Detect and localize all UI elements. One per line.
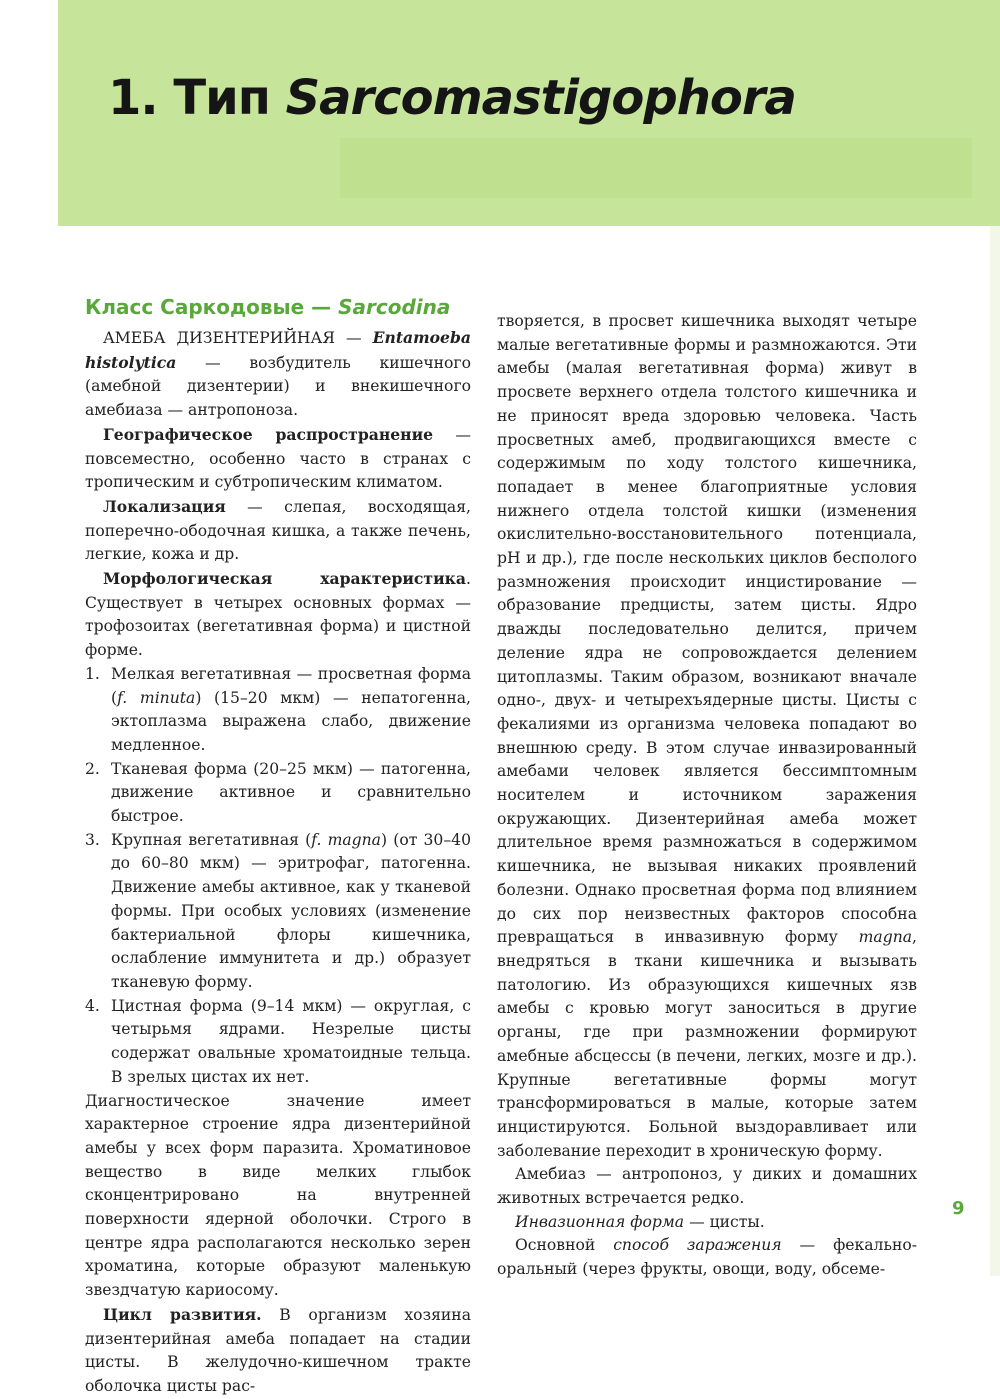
chapter-number: 1. Тип bbox=[108, 70, 286, 126]
list-item-number: 4. bbox=[85, 996, 100, 1015]
list-item-text-end: ) (15–20 мкм) — непатогенна, эктоплазма выражена слабо, движение медленное. bbox=[111, 688, 471, 754]
banner-shade bbox=[340, 138, 972, 198]
list-item-text: Цистная форма (9–14 мкм) — округлая, с четырьмя ядрами. Незрелые цисты содержат овальные хроматоидные тельца. В зрелых цистах их нет. bbox=[111, 996, 471, 1086]
paragraph-diagnostic: Диагностическое значение имеет характерное строение ядра дизентерийной амебы у всех форм паразита. Хроматиновое вещество в виде мелких глыбок сконцентрировано на внутренней поверхности ядерной оболочки. Строго в центре ядра располагаются несколько зерен хроматина, которые образуют маленькую звездчатую кариосому. bbox=[85, 1091, 471, 1300]
list-item bbox=[85, 995, 471, 1090]
paragraph-life-cycle-continued bbox=[497, 310, 917, 1163]
page-edge bbox=[990, 226, 1000, 1276]
chapter-latin-name: Sarcomastigophora bbox=[285, 70, 796, 126]
list-item-latin: f. minuta bbox=[117, 688, 196, 707]
paragraph-infection-route bbox=[497, 1234, 917, 1281]
infection-route-lead: Основной bbox=[515, 1236, 614, 1255]
amoeba-text: — возбудитель кишечного (амебной дизентерии) и внекишечного амебиаза — антропоноза. bbox=[85, 353, 471, 420]
invasive-form-label: Инвазионная форма bbox=[515, 1212, 685, 1231]
paragraph-life-cycle bbox=[85, 1303, 471, 1399]
geography-label: Географическое распространение bbox=[103, 424, 434, 444]
paragraph-geography bbox=[85, 423, 471, 495]
infection-route-label: способ заражения bbox=[613, 1236, 782, 1255]
section-heading bbox=[85, 294, 471, 320]
page-number: 9 bbox=[952, 1198, 965, 1219]
life-cycle-continued-text: творяется, в просвет кишечника выходят четыре малые вегетативные формы и размножаются. Эти амебы (малая вегетативная форма) живут в просвете верхнего отдела толстого кишечника и не приносят вреда здоровью человека. Часть просветных амеб, продвигающихся вместе с содержимым по ходу толстого кишечника, попадает в менее благоприятные условия нижнего отдела толстой кишки (изменения окислительно-восстановительного потенциала, pH и др.), где после нескольких циклов бесполого размножения происходит инцистирование — образование предцисты, затем цисты. Ядро дважды последовательно делится, причем деление ядра не сопровождается делением цитоплазмы. Таким образом, возникают вначале одно-, двух- и четырехъядерные цисты. Цисты с фекалиями из организма человека попадают во внешнюю среду. В этом случае инвазированный амебами человек является бессимптомным носителем и источником заражения окружающих. Дизентерийная амеба может длительное время размножаться в содержимом кишечника, не вызывая никаких проявлений болезни. Однако просветная форма под влиянием до сих пор неизвестных факторов способна превращаться в инвазивную форму bbox=[497, 312, 917, 947]
section-heading-prefix: Класс Саркодовые — bbox=[85, 295, 339, 319]
life-cycle-label: Цикл развития. bbox=[103, 1304, 262, 1324]
invasive-form-text: — цисты. bbox=[684, 1212, 765, 1231]
amoeba-label: АМЕБА ДИЗЕНТЕРИЙНАЯ — bbox=[103, 329, 373, 347]
list-item-number: 1. bbox=[85, 664, 100, 683]
localization-label: Локализация bbox=[103, 496, 226, 516]
amoeba-latin: Entamoeba histolytica bbox=[85, 328, 471, 372]
list-item-text: Тканевая форма (20–25 мкм) — патогенна, движение активное и сравнительно быстрое. bbox=[111, 759, 471, 826]
morphology-label: Морфологическая характеристика bbox=[103, 569, 467, 589]
list-item-number: 2. bbox=[85, 759, 100, 778]
list-item bbox=[85, 829, 471, 995]
list-item-latin: f. magna bbox=[311, 830, 381, 849]
list-item bbox=[85, 663, 471, 758]
life-cycle-text: В организм хозяина дизентерийная амеба попадает на стадии цисты. В желудочно-кишечном тракте оболочка цисты рас- bbox=[85, 1305, 471, 1395]
morphology-text: . Существует в четырех основных формах — трофозоитах (вегетативная форма) и цистной форме. bbox=[85, 570, 471, 660]
chapter-title bbox=[108, 70, 796, 126]
infection-route-text: — фекально-оральный (через фрукты, овощи, воду, обсеме- bbox=[497, 1236, 917, 1279]
forms-list bbox=[85, 663, 471, 1090]
paragraph-morphology bbox=[85, 567, 471, 663]
paragraph-amoeba bbox=[85, 326, 471, 423]
right-column bbox=[497, 310, 917, 1282]
list-item-text-end: ) (от 30–40 до 60–80 мкм) — эритрофаг, патогенна. Движение амебы активное, как у тканевой формы. При особых условиях (изменение бактериальной флоры кишечника, ослабление иммунитета и др.) образует тканевую форму. bbox=[111, 830, 471, 991]
paragraph-invasive-form bbox=[497, 1211, 917, 1235]
list-item-text: Крупная вегетативная ( bbox=[111, 830, 312, 849]
paragraph-localization bbox=[85, 495, 471, 567]
list-item-number: 3. bbox=[85, 830, 100, 849]
paragraph-amoebiasis: Амебиаз — антропоноз, у диких и домашних животных встречается редко. bbox=[497, 1165, 917, 1208]
left-column bbox=[85, 290, 471, 1399]
magna-term: magna bbox=[858, 928, 913, 947]
section-heading-latin: Sarcodina bbox=[338, 295, 451, 319]
geography-text: — повсеместно, особенно часто в странах с тропическим и субтропическим климатом. bbox=[85, 425, 471, 492]
localization-text: — слепая, восходящая, поперечно-ободочная кишка, а также печень, легкие, кожа и др. bbox=[85, 497, 471, 564]
list-item bbox=[85, 758, 471, 829]
list-item-text: Мелкая вегетативная — просветная форма ( bbox=[111, 664, 471, 707]
life-cycle-continued-end: , внедряться в ткани кишечника и вызывать патологию. Из образующихся кишечных язв амебы с кровью могут заноситься в другие органы, где при размножении формируют амебные абсцессы (в печени, легких, мозге и др.). Крупные вегетативные формы могут трансформироваться в малые, которые затем инцистируются. Больной выздоравливает или заболевание переходит в хроническую форму. bbox=[497, 928, 917, 1160]
